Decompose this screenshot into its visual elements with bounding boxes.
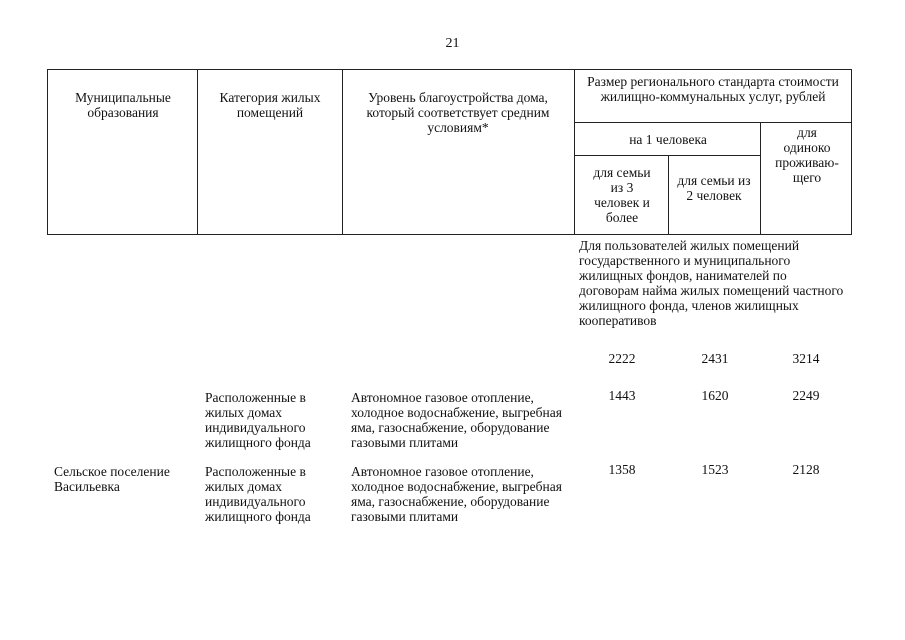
section-title: Для пользователей жилых помещений государственного и муниципального жилищных фондов, нанимателей по договорам найма жилых помещений частного жилищного фонда, членов жилищных кооперативов	[579, 238, 844, 328]
header-standard: Размер регионального стандарта стоимости жилищно-коммунальных услуг, рублей	[587, 74, 839, 104]
row-municipality: Сельское поселение Васильевка	[54, 464, 170, 494]
rule-v1	[197, 69, 198, 235]
value-single: 3214	[792, 351, 820, 366]
value-single: 2128	[792, 462, 820, 477]
page-number: 21	[445, 36, 460, 51]
header-level: Уровень благоустройства дома, который соответствует средним условиям*	[366, 90, 550, 135]
header-family2: для семьи из 2 человек	[677, 173, 751, 203]
row-category: Расположенные в жилых домах индивидуального жилищного фонда	[205, 464, 311, 524]
value-single: 2249	[792, 388, 820, 403]
value-family2: 1620	[701, 388, 729, 403]
rule-v4	[668, 155, 669, 235]
value-family3: 2222	[608, 351, 636, 366]
rule-v0	[47, 69, 48, 235]
rule-bottom	[47, 234, 852, 235]
rule-standard	[574, 122, 852, 123]
rule-top	[47, 69, 852, 70]
value-family2: 2431	[701, 351, 729, 366]
rule-v2	[342, 69, 343, 235]
row-level: Автономное газовое отопление, холодное водоснабжение, выгребная яма, газоснабжение, оборудование газовыми плитами	[351, 464, 562, 524]
value-family2: 1523	[701, 462, 729, 477]
header-category: Категория жилых помещений	[219, 90, 321, 120]
rule-per-person	[574, 155, 760, 156]
header-municipal: Муниципальные образования	[75, 90, 171, 120]
rule-v3	[574, 69, 575, 235]
header-family3: для семьи из 3 человек и более	[593, 165, 651, 225]
row-level: Автономное газовое отопление, холодное водоснабжение, выгребная яма, газоснабжение, оборудование газовыми плитами	[351, 390, 562, 450]
header-single: для одиноко проживаю-щего	[775, 125, 839, 185]
rule-v5	[760, 122, 761, 235]
value-family3: 1443	[608, 388, 636, 403]
row-category: Расположенные в жилых домах индивидуального жилищного фонда	[205, 390, 311, 450]
rule-v6	[851, 69, 852, 235]
value-family3: 1358	[608, 462, 636, 477]
header-per-person: на 1 человека	[629, 132, 707, 147]
